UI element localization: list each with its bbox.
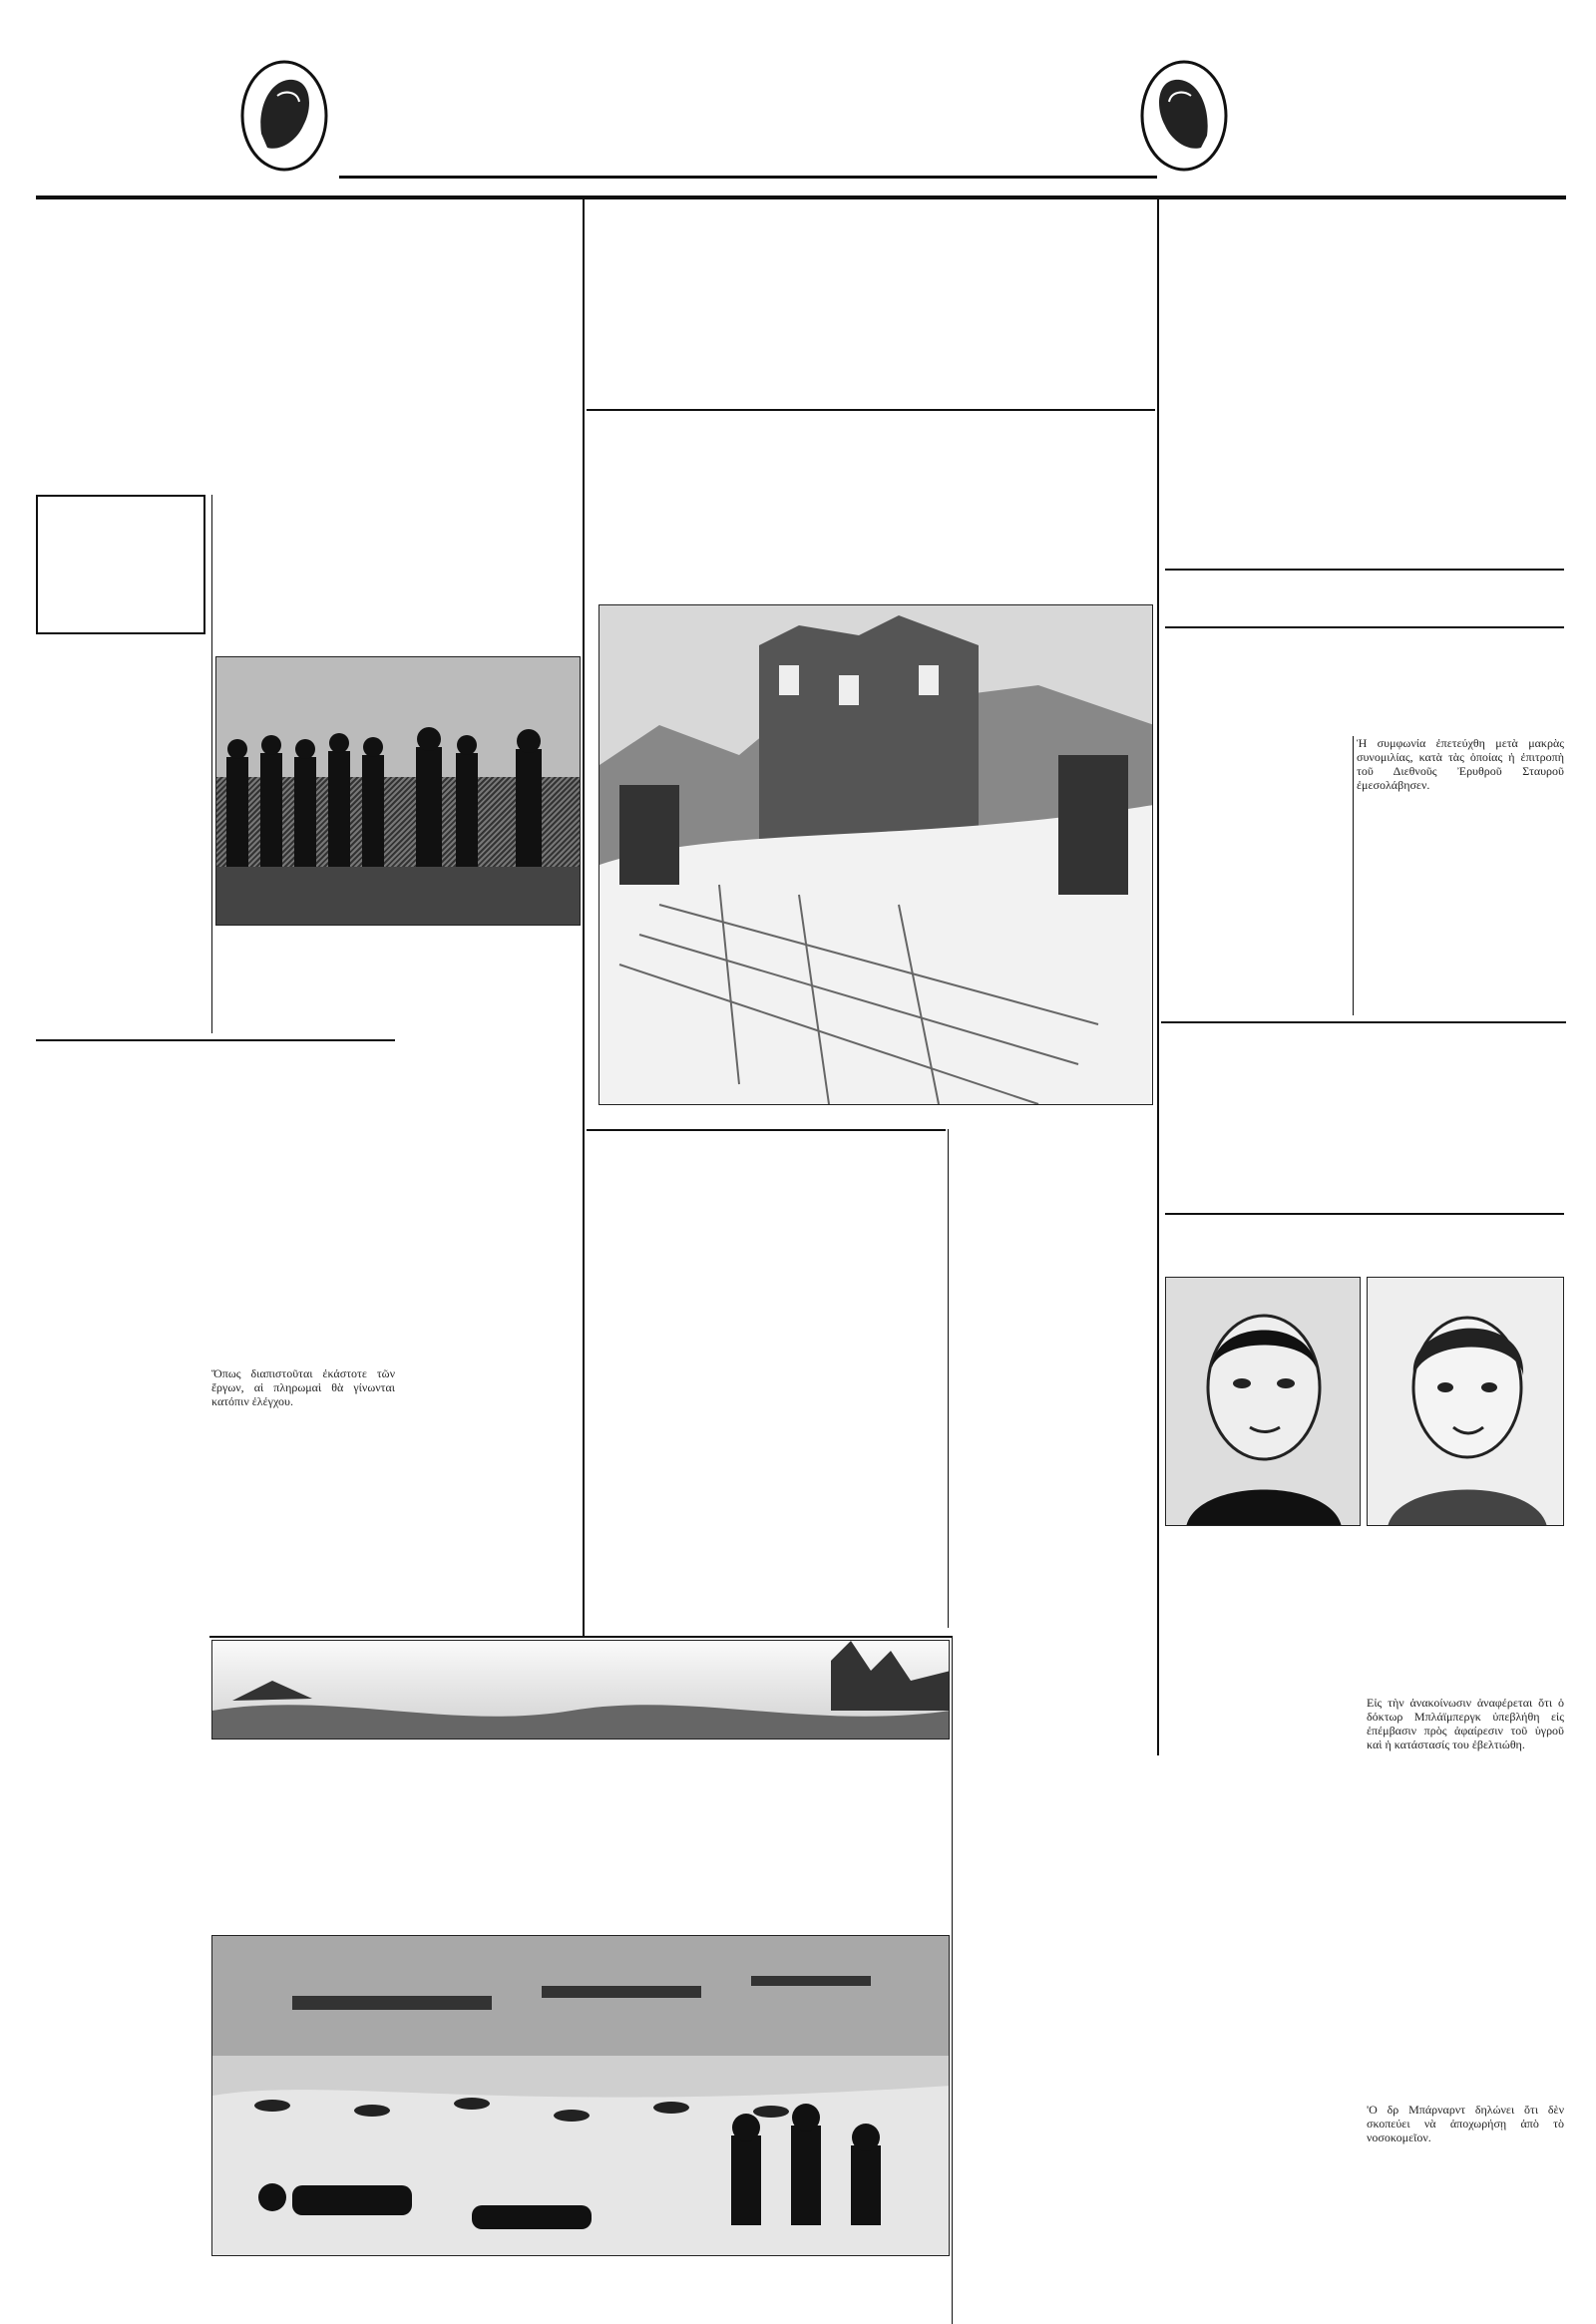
ocean-banner [211,1640,950,1740]
israel-body-cont: Ἡ συμφωνία ἐπετεύχθη μετὰ μακρὰς συνομιλίας, κατὰ τὰς ὁποίας ἡ ἐπιτροπὴ τοῦ Διεθνοῦς Ἐρυθροῦ Σταυροῦ ἐμεσολάβησεν. [1357,736,1564,792]
masthead-rule [339,176,1157,179]
health-continue [1367,2286,1564,2302]
ocean-top-rule [209,1636,952,1638]
health-body [958,2005,1357,2234]
power-headline-2 [36,321,579,399]
turkey-body [950,1596,1155,1716]
miami-body [36,2031,207,2290]
ocean-headline-2 [211,1791,950,1837]
heart-deck-3 [1165,1241,1564,1271]
health-kicker [958,1755,1357,1785]
israel-kicker [1165,415,1564,431]
rusk-sub [36,1686,207,1718]
roads-sub [778,1309,948,1325]
serial-issue [329,2290,389,2306]
bomb-sub [36,1458,207,1488]
palo-alto-note [1367,2248,1564,2284]
founders-note [50,66,209,96]
kiev-divider [948,1129,949,1628]
weather-continue [778,1500,948,1516]
col-divider-2 [1157,199,1159,1755]
weather-headline-1 [587,237,1564,317]
omaha-body [211,2306,770,2322]
weather-lead [595,507,1153,602]
turkey-sub [950,1566,1155,1594]
kiev-body [950,1349,1155,1508]
omaha-continue [778,2306,950,2322]
alexander-coin-left [237,56,331,176]
snow-caption [598,1107,1153,1125]
kiev-headline [950,1151,1155,1301]
dateline-box [1287,52,1566,192]
miami-headline [36,1951,207,2025]
israel-headline [1165,433,1564,567]
pm-kicker [215,493,581,511]
power-continue [36,997,207,1013]
weather-kicker [587,195,1564,235]
works-kicker [36,1043,395,1067]
omaha-caption [211,2260,950,2290]
ocean-banner-title [232,1655,831,1725]
works-body [36,1287,395,1356]
kiev-sub [950,1303,1155,1345]
turkey-headline [950,1514,1155,1564]
works-body-cont: Ὅπως διαπιστοῦται ἐκάστοτε τῶν ἔργων, αἱ πληρωμαὶ θὰ γίνωνται κατόπιν ἐλέγχου. [211,1366,395,1408]
power-headline-1 [36,239,579,317]
plane-kicker [1163,736,1351,750]
barnard-body: 'Ο δρ Μπάρναρντ δηλώνει ὅτι δὲν σκοπεύει νὰ ἀποχωρήσῃ ἀπὸ τὸ νοσοκομεῖον. [1367,2103,1564,2144]
heart-body-cont: Εἰς τὴν ἀνακοίνωσιν ἀναφέρεται ὅτι ὁ δόκτωρ Μπλάϊμπεργκ ὑπεβλήθη εἰς ἐπέμβασιν πρὸς ἀφαίρεσιν τοῦ ὑγροῦ καὶ ἡ κατάστασίς του ἐβελτιώθη. [1367,1696,1564,1751]
rusk-body [36,1722,207,1921]
pm-continue [399,1358,579,1374]
plane-body [1163,856,1351,1015]
alexander-coin-right [1137,56,1231,176]
plane-headline [1163,754,1351,820]
kiev-kicker [950,1133,1155,1147]
col-divider-1 [583,199,585,1636]
miami-kicker [36,1931,207,1947]
left-edge-fragment [0,30,24,229]
plane-sub [1163,822,1351,852]
pm-order [399,1123,579,1139]
pm-deck [239,594,549,650]
weather-body [591,1259,946,1398]
power-note [36,894,207,910]
pm-headline [215,513,581,592]
barnard-note [1367,2083,1564,2099]
owner-note [36,100,235,114]
pm-caption [215,928,581,964]
works-headline [36,1069,395,1193]
col1-inner-divider [211,495,212,1033]
heart-headline [1165,1045,1564,1179]
works-deck [36,1197,395,1281]
heart-kicker [1165,1025,1564,1041]
court-divider [952,1636,953,2324]
plane-divider [1353,736,1354,1015]
health-deck-1 [958,1943,1357,1969]
offices-note [36,116,235,176]
rusk-headline [36,1606,207,1682]
pm-photo [215,656,581,926]
ocean-headline-1 [211,1743,950,1789]
power-sub-box [36,495,205,634]
heart-rule [1161,1021,1566,1023]
heart-caption [1165,1530,1564,1576]
weather-headline-2 [587,321,1564,401]
heart-deck-1 [1165,1183,1564,1209]
israel-body [1165,634,1564,730]
blaiberg-photo [1165,1277,1361,1526]
health-deck-2 [958,1973,1357,1999]
weather-sub-rule [587,1129,946,1131]
weather-deck [598,415,1147,501]
omaha-illustration [211,1935,950,2256]
haupt-photo [1367,1277,1564,1526]
works-rule [36,1039,395,1041]
bomb-body [36,1490,207,1590]
heart-body [1165,1580,1564,1692]
power-kicker [40,203,579,235]
masthead-title [339,40,1127,180]
israel-deck [1165,569,1564,628]
power-deck [40,411,575,483]
health-headline [958,1789,1357,1939]
heart-deck-2 [1165,1213,1564,1239]
ocean-deck [219,1845,942,1931]
snow-photo [598,604,1153,1105]
weather-rule [587,409,1155,411]
poultry-headline [591,1133,946,1253]
bomb-headline [36,1364,207,1456]
